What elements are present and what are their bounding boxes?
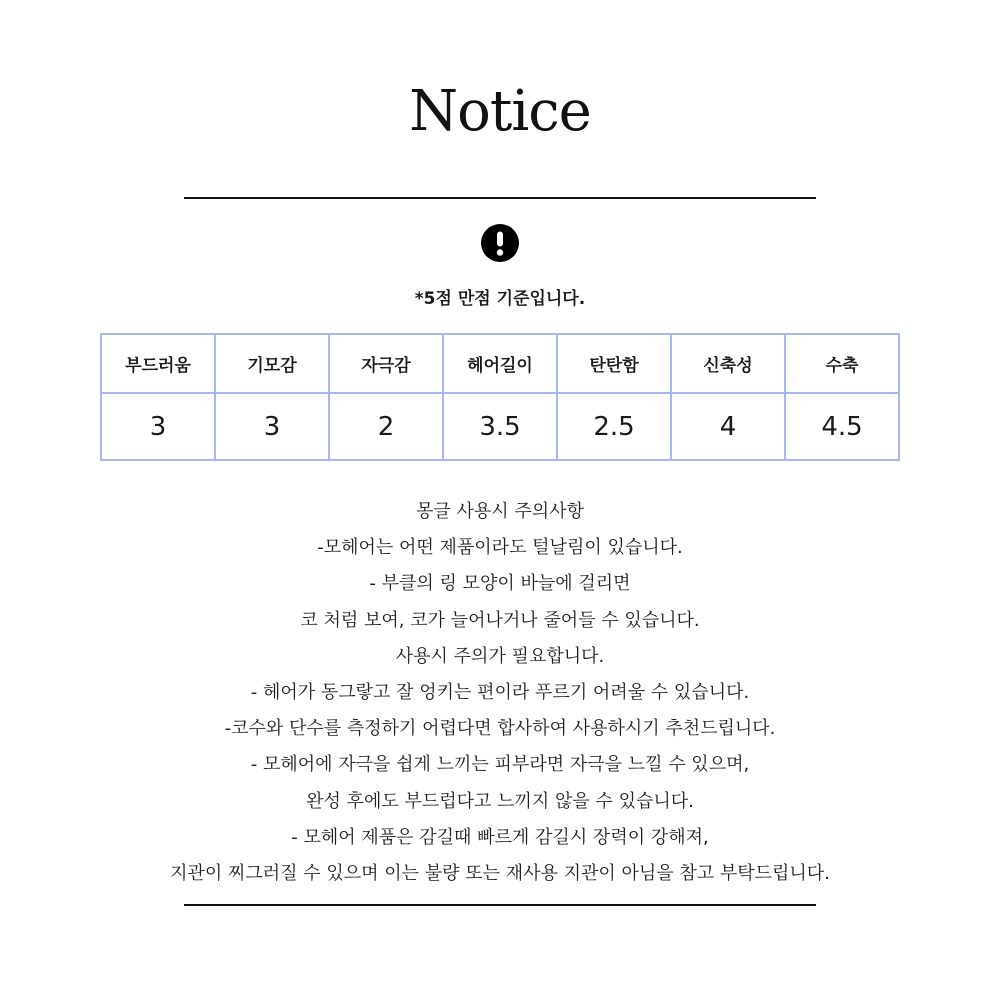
rating-value-cell: 3 — [101, 393, 215, 460]
yarn-rating-table — [100, 333, 900, 461]
note-line: -코수와 단수를 측정하기 어렵다면 합사하여 사용하시기 추천드립니다. — [224, 718, 776, 740]
rating-value-cell: 3.5 — [443, 393, 557, 460]
note-line: - 모헤어 제품은 감길때 빠르게 감길시 장력이 강해져, — [291, 826, 709, 848]
notes-heading: 몽글 사용시 주의사항 — [416, 501, 584, 522]
rating-value-row — [101, 393, 899, 460]
rating-header-cell: 기모감 — [215, 334, 329, 393]
rating-header-cell: 신축성 — [671, 334, 785, 393]
note-line: 코 처럼 보여, 코가 늘어나거나 줄어들 수 있습니다. — [300, 609, 700, 631]
rating-value-cell: 4.5 — [785, 393, 899, 460]
page-title: Notice — [409, 79, 591, 144]
note-line: - 모헤어에 자극을 쉽게 느끼는 피부라면 자극을 느낄 수 있으며, — [250, 754, 750, 776]
rating-value-cell: 4 — [671, 393, 785, 460]
rating-header-row — [101, 334, 899, 393]
rating-value-cell: 3 — [215, 393, 329, 460]
usage-caution-notes — [0, 494, 1000, 892]
rating-scale-note: *5점 만점 기준입니다. — [414, 289, 586, 309]
rating-header-cell: 자극감 — [329, 334, 443, 393]
rating-header-cell: 헤어길이 — [443, 334, 557, 393]
rating-header-cell: 탄탄함 — [557, 334, 671, 393]
rating-value-cell: 2.5 — [557, 393, 671, 460]
note-line: - 부클의 링 모양이 바늘에 걸리면 — [369, 573, 631, 595]
note-line: - 헤어가 동그랗고 잘 엉키는 편이라 푸르기 어려울 수 있습니다. — [250, 681, 750, 703]
rating-value-cell: 2 — [329, 393, 443, 460]
exclamation-circle-icon — [480, 223, 520, 263]
bottom-divider — [184, 904, 816, 906]
note-line: 사용시 주의가 필요합니다. — [395, 645, 605, 667]
top-divider — [184, 197, 816, 199]
note-line: 지관이 찌그러질 수 있으며 이는 불량 또는 재사용 지관이 아님을 참고 부탁드립니다. — [170, 862, 830, 884]
rating-header-cell: 수축 — [785, 334, 899, 393]
rating-header-cell: 부드러움 — [101, 334, 215, 393]
note-line: 완성 후에도 부드럽다고 느끼지 않을 수 있습니다. — [306, 790, 694, 812]
note-line: -모헤어는 어떤 제품이라도 털날림이 있습니다. — [317, 537, 683, 559]
